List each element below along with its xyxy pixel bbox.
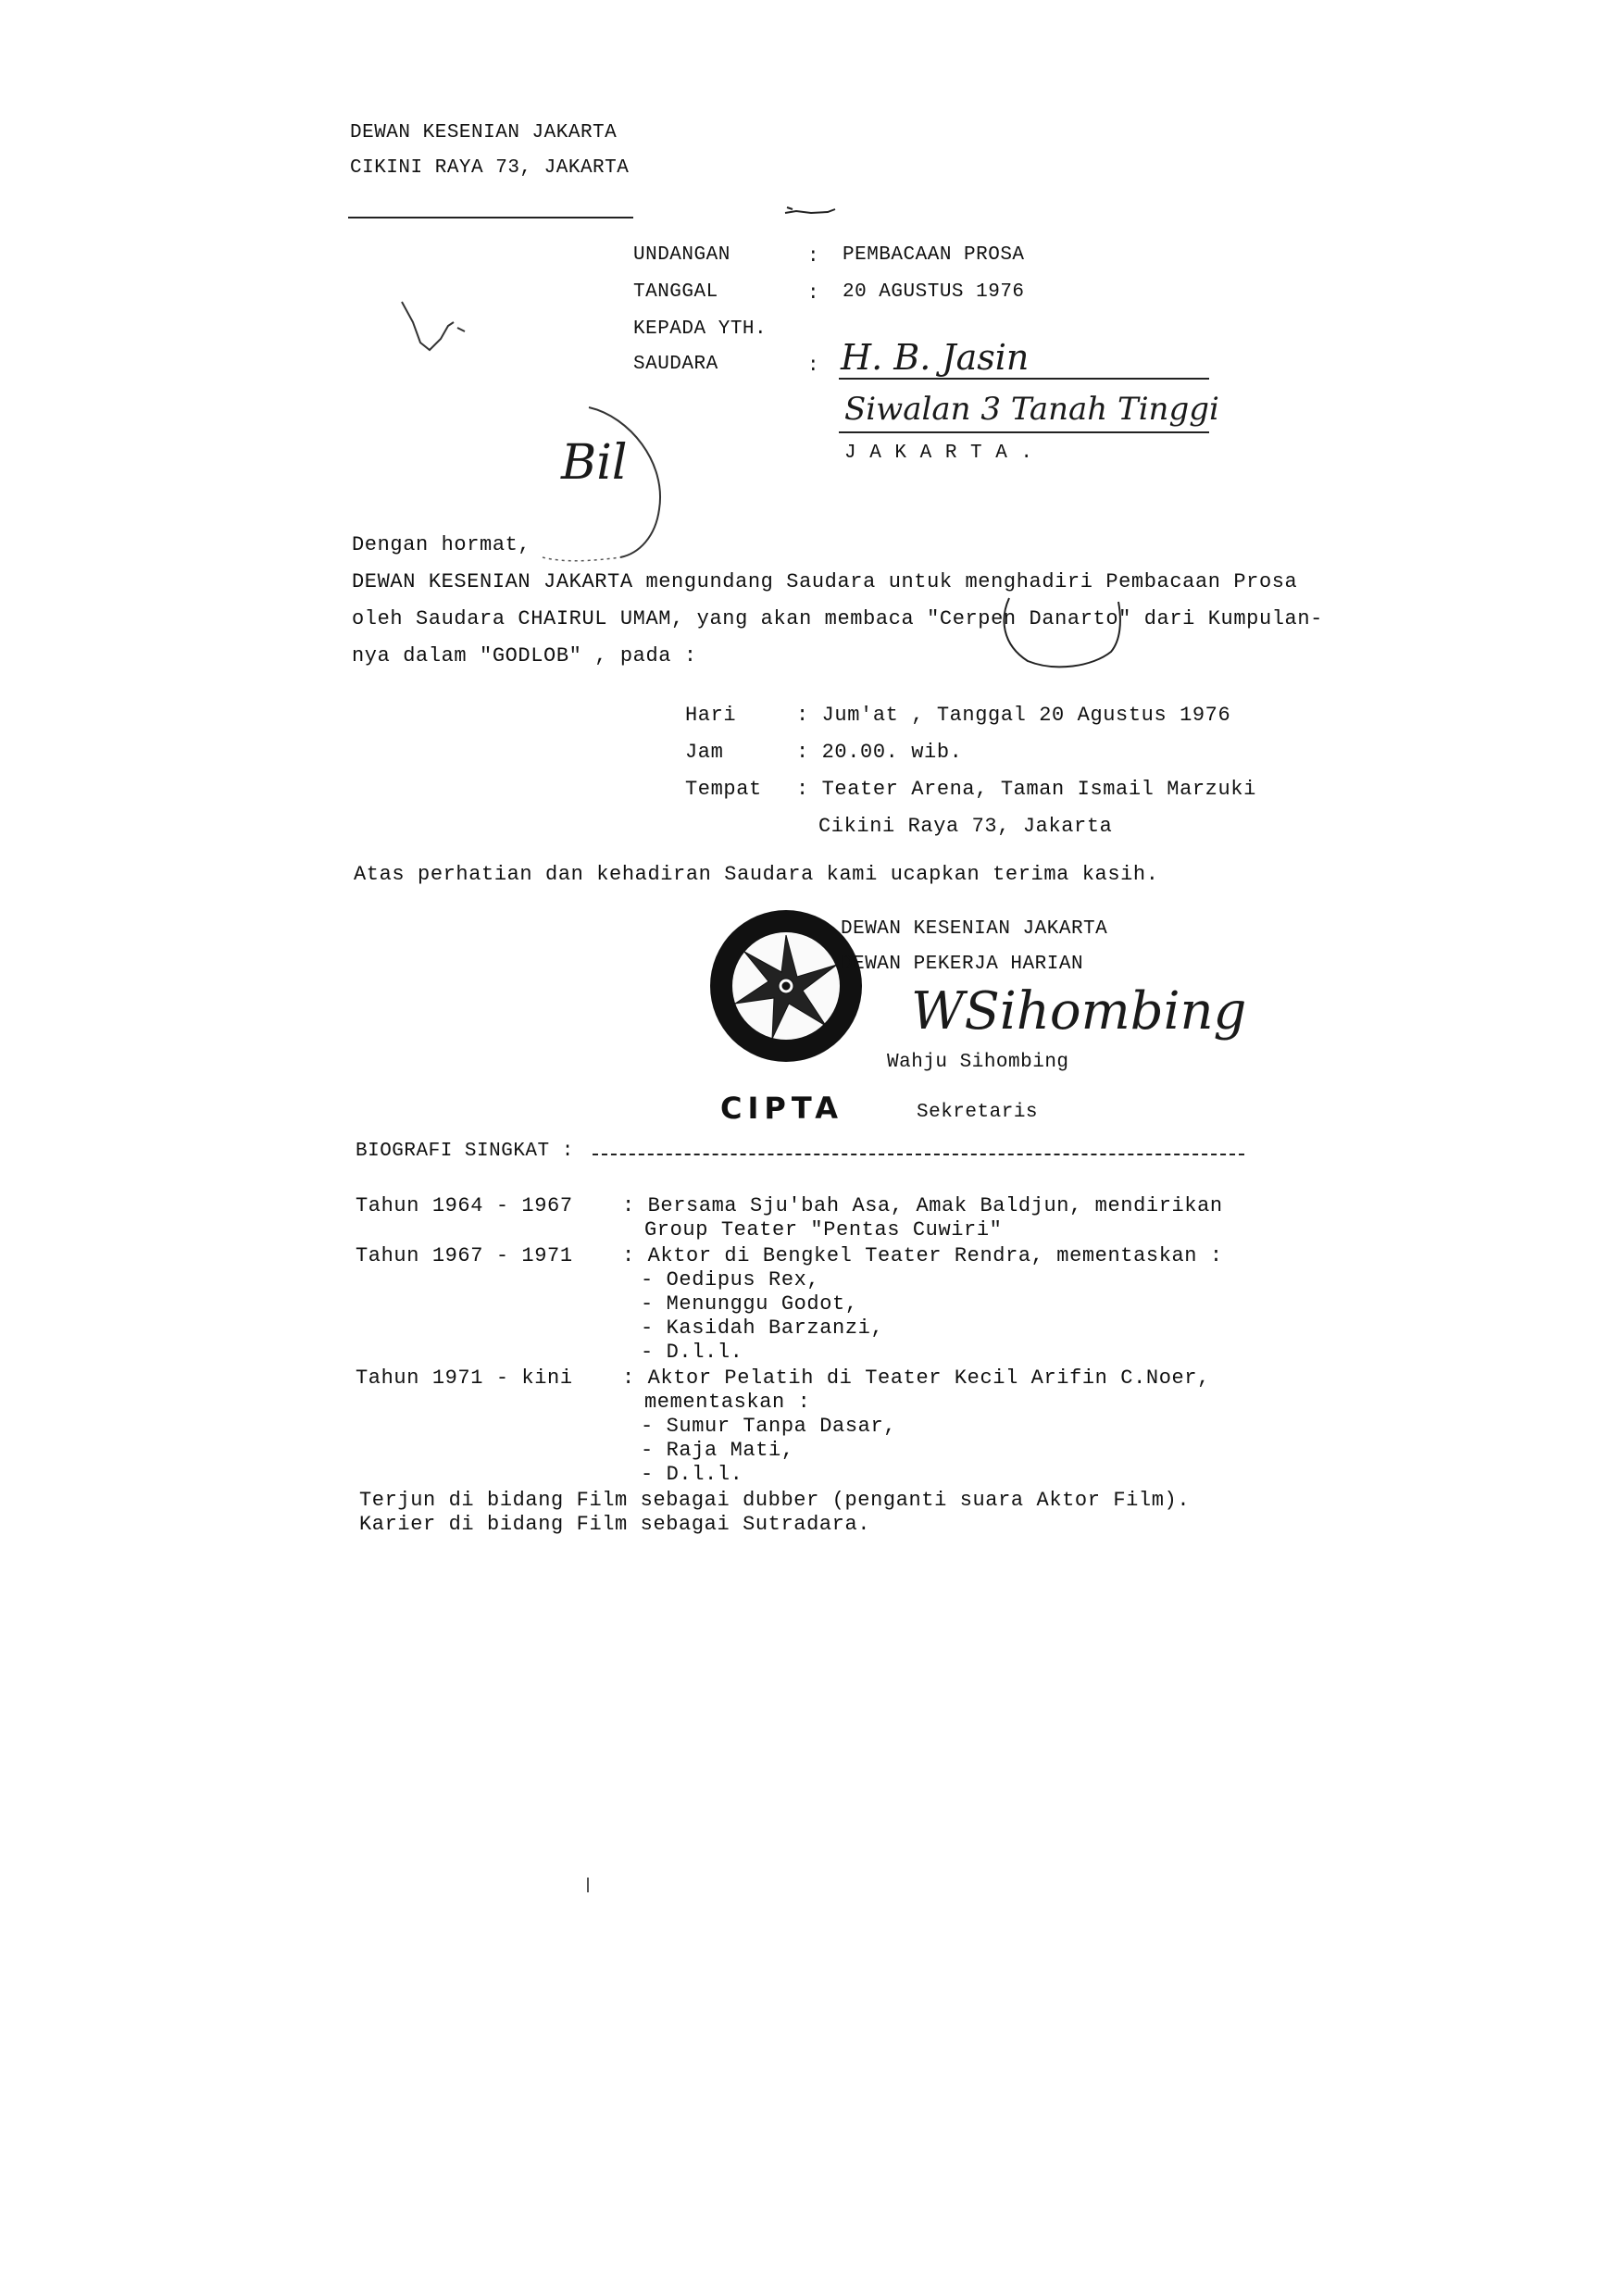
circled-danarto xyxy=(991,594,1130,672)
recipient-name-handwritten: H. B. Jasin xyxy=(841,337,1030,378)
handwritten-signature: WSihombing xyxy=(911,981,1247,1042)
letterhead-org: DEWAN KESENIAN JAKARTA xyxy=(350,122,618,144)
pen-mark xyxy=(783,204,841,218)
bio-heading: BIOGRAFI SINGKAT : xyxy=(356,1141,574,1162)
bio-line-2-2: - Oedipus Rex, xyxy=(641,1268,820,1292)
bio-line-3-3: - Sumur Tanpa Dasar, xyxy=(641,1415,897,1438)
bio-line-3-5: - D.l.l. xyxy=(641,1463,743,1486)
seal-caption: CIPTA xyxy=(720,1091,843,1126)
bio-footer-1: Terjun di bidang Film sebagai dubber (penganti suara Aktor Film). xyxy=(359,1489,1191,1512)
undangan-label: UNDANGAN xyxy=(633,244,730,266)
bio-heading-rule xyxy=(593,1154,1244,1155)
letterhead-rule xyxy=(348,217,633,218)
saudara-colon: : xyxy=(807,356,820,377)
event-tempat-value: : Teater Arena, Taman Ismail Marzuki xyxy=(796,778,1256,801)
event-tempat-value-2: Cikini Raya 73, Jakarta xyxy=(818,815,1113,838)
bio-line-2-3: - Menunggu Godot, xyxy=(641,1292,858,1316)
bio-line-3-2: mementaskan : xyxy=(644,1391,811,1414)
closing-line: Atas perhatian dan kehadiran Saudara kami ucapkan terima kasih. xyxy=(354,863,1159,886)
event-jam-value: : 20.00. wib. xyxy=(796,741,963,764)
recipient-street-handwritten: Siwalan 3 Tanah Tinggi xyxy=(844,391,1219,428)
body-line-2: oleh Saudara CHAIRUL UMAM, yang akan membaca "Cerpen Danarto" dari Kumpulan- xyxy=(352,607,1323,630)
tanggal-value: 20 AGUSTUS 1976 xyxy=(843,281,1025,303)
bio-line-2-4: - Kasidah Barzanzi, xyxy=(641,1316,884,1340)
recipient-name-line xyxy=(839,378,1209,380)
signature-org-2: DEWAN PEKERJA HARIAN xyxy=(841,954,1084,975)
bio-footer-2: Karier di bidang Film sebagai Sutradara. xyxy=(359,1513,871,1536)
recipient-city: J A K A R T A . xyxy=(844,443,1034,464)
bio-line-1-1: : Bersama Sju'bah Asa, Amak Baldjun, mendirikan xyxy=(622,1194,1223,1217)
bio-period-2: Tahun 1967 - 1971 xyxy=(356,1244,573,1267)
signature-org-1: DEWAN KESENIAN JAKARTA xyxy=(841,918,1108,940)
undangan-value: PEMBACAAN PROSA xyxy=(843,244,1025,266)
saudara-label: SAUDARA xyxy=(633,354,718,375)
event-tempat-label: Tempat xyxy=(685,778,762,801)
scan-speck xyxy=(587,1878,589,1892)
letterhead-address: CIKINI RAYA 73, JAKARTA xyxy=(350,157,630,179)
bio-line-2-5: - D.l.l. xyxy=(641,1341,743,1364)
bio-line-1-2: Group Teater "Pentas Cuwiri" xyxy=(644,1218,1003,1242)
tanggal-colon: : xyxy=(807,283,820,305)
salutation: Dengan hormat, xyxy=(352,533,531,556)
event-hari-label: Hari xyxy=(685,704,737,727)
stray-pen-mark xyxy=(393,294,504,359)
recipient-street-line xyxy=(839,431,1209,433)
body-line-1: DEWAN KESENIAN JAKARTA mengundang Saudara untuk menghadiri Pembacaan Prosa xyxy=(352,570,1298,593)
marginal-initials: Bil xyxy=(561,435,628,491)
bio-period-1: Tahun 1964 - 1967 xyxy=(356,1194,573,1217)
signatory-title: Sekretaris xyxy=(917,1102,1039,1123)
event-hari-value: : Jum'at , Tanggal 20 Agustus 1976 xyxy=(796,704,1231,727)
body-line-3: nya dalam "GODLOB" , pada : xyxy=(352,644,697,668)
signatory-name: Wahju Sihombing xyxy=(887,1052,1069,1073)
event-jam-label: Jam xyxy=(685,741,724,764)
kepada-label: KEPADA YTH. xyxy=(633,318,768,340)
bio-line-3-1: : Aktor Pelatih di Teater Kecil Arifin C.Noer, xyxy=(622,1366,1210,1390)
bio-line-3-4: - Raja Mati, xyxy=(641,1439,794,1462)
undangan-colon: : xyxy=(807,246,820,268)
bio-period-3: Tahun 1971 - kini xyxy=(356,1366,573,1390)
tanggal-label: TANGGAL xyxy=(633,281,718,303)
bio-line-2-1: : Aktor di Bengkel Teater Rendra, mementaskan : xyxy=(622,1244,1223,1267)
